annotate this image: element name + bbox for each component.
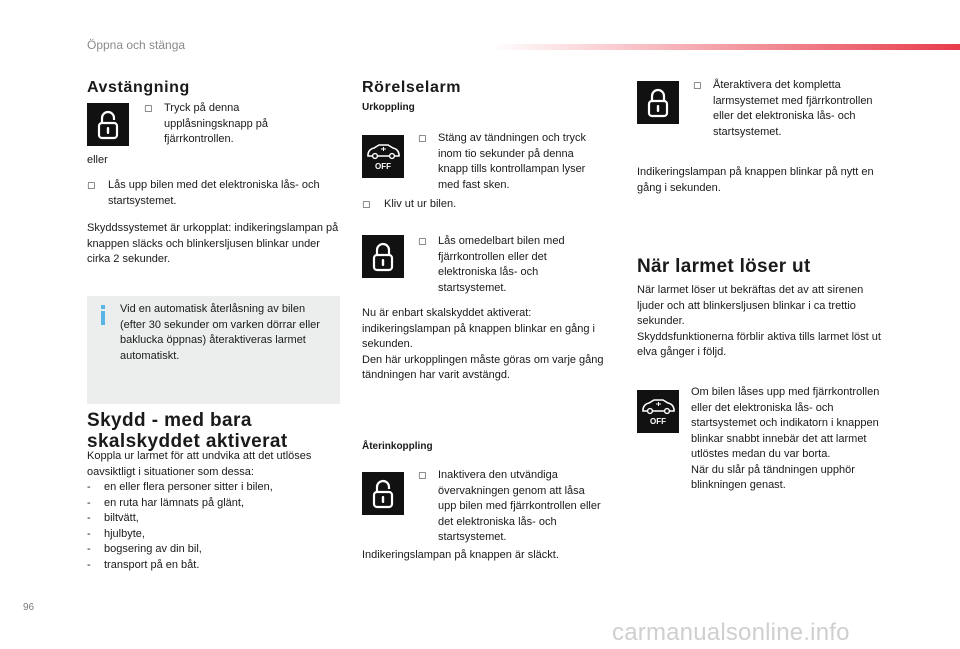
bullet-lock-car: ▢ Lås omedelbart bilen med fjärrkontrollen eller det elektroniska lås- och startsystemet. — [418, 235, 565, 294]
paragraph-lamp-off: Indikeringslampan på knappen är släckt. — [362, 549, 559, 561]
paragraph-lamp-blinks: Indikeringslampan på knappen blinkar på nytt en gång i sekunden. — [637, 166, 874, 194]
header-accent-bar — [490, 44, 960, 50]
svg-text:OFF: OFF — [650, 416, 666, 426]
list-item: - transport på en båt. — [87, 558, 345, 574]
list-dash: - — [87, 558, 91, 571]
list-item: - bogsering av din bil, — [87, 542, 345, 558]
bullet-ignition-off: ▢ Stäng av tändningen och tryck inom tio sekunder på denna knapp tills kontrollampan lyser med fast sken. — [418, 132, 586, 191]
list-dash: - — [87, 512, 91, 524]
bullet-marker-icon: ▢ — [144, 104, 153, 114]
list-dash: - — [87, 543, 91, 555]
bullet-exit-car: ▢ Kliv ut ur bilen. — [362, 197, 562, 213]
bullet-reactivate: ▢ Återaktivera det kompletta larmsystemet med fjärrkontrollen eller det elektroniska lås- och startsystemet. — [693, 79, 873, 138]
bullet-marker-icon: ▢ — [87, 181, 96, 191]
heading-nar-larmet: När larmet löser ut — [637, 256, 811, 277]
bullet-marker-icon: ▢ — [418, 134, 427, 144]
lock-icon — [637, 81, 679, 124]
bullet-marker-icon: ▢ — [362, 200, 371, 210]
list-dash: - — [87, 527, 91, 540]
car-alarm-off-icon — [637, 390, 679, 433]
lock-icon — [362, 235, 404, 278]
list-item: - biltvätt, — [87, 511, 345, 527]
list-dash: - — [87, 481, 91, 493]
unlock-icon — [362, 472, 404, 515]
subheading-urkoppling: Urkoppling — [362, 102, 415, 113]
svg-text:OFF: OFF — [375, 161, 391, 171]
bullet-marker-icon: ▢ — [693, 81, 702, 91]
subheading-aterinkoppling: Återinkoppling — [362, 441, 433, 452]
list-dash: - — [87, 496, 91, 509]
page-number: 96 — [23, 602, 35, 613]
bullet-marker-icon: ▢ — [418, 471, 427, 481]
bullet-marker-icon: ▢ — [418, 237, 427, 247]
list-item: - en eller flera personer sitter i bilen, — [87, 480, 345, 496]
paragraph-unlock-blink: Om bilen låses upp med fjärrkontrollen eller det elektroniska lås- och startsystemet och indikatorn i knappen blinkar snabbt innebär det att larmet utlöstes medan du var borta. När du slår på tändningen upphör blinkningen genast. — [691, 386, 880, 491]
list-item: - en ruta har lämnats på glänt, — [87, 496, 345, 512]
paragraph-disabled: Skyddssystemet är urkopplat: indikeringslampan på knappen släcks och blinkersljusen blinkar under cirka 2 sekunder. — [87, 222, 339, 265]
heading-skydd: Skydd - med bara skalskyddet aktiverat — [87, 410, 288, 452]
section-title: Öppna och stänga — [87, 38, 186, 52]
info-text: Vid en automatisk återlåsning av bilen (efter 30 sekunder om varken dörrar eller baklucka öppnas) återaktiveras larmet automatiskt. — [120, 303, 320, 362]
watermark: carmanualsonline.info — [612, 619, 850, 646]
bullet-deactivate-monitoring: ▢ Inaktivera den utvändiga övervakningen genom att låsa upp bilen med fjärrkontrollen eller det elektroniska lås- och startsystemet. — [418, 469, 601, 543]
car-alarm-off-icon — [362, 135, 404, 178]
bullet-press-unlock: ▢ Tryck på denna upplåsningsknapp på fjärrkontrollen. — [144, 102, 268, 145]
paragraph-alarm-triggered: När larmet löser ut bekräftas det av att sirenen ljuder och att blinkersljusen blinkar i ca trettio sekunder. Skyddsfunktionerna förblir aktiva tills larmet löst ut elva gånger i följd. — [637, 284, 881, 358]
paragraph-intro: Koppla ur larmet för att undvika att det utlöses oavsiktligt i situationer som dessa: — [87, 450, 312, 478]
situation-list — [87, 480, 345, 573]
or-text: eller — [87, 154, 108, 166]
info-icon — [98, 305, 108, 325]
paragraph-shell-active: Nu är enbart skalskyddet aktiverat: indikeringslampan på knappen blinkar en gång i sekunden. Den här urkopplingen måste göras om varje gång tändningen har varit avstängd. — [362, 307, 604, 381]
heading-rorelselarm: Rörelselarm — [362, 79, 462, 96]
list-item: - hjulbyte, — [87, 527, 345, 543]
heading-avstangning: Avstängning — [87, 79, 190, 96]
bullet-unlock-electronic: ▢ Lås upp bilen med det elektroniska lås- och startsystemet. — [87, 179, 320, 207]
unlock-icon — [87, 103, 129, 146]
